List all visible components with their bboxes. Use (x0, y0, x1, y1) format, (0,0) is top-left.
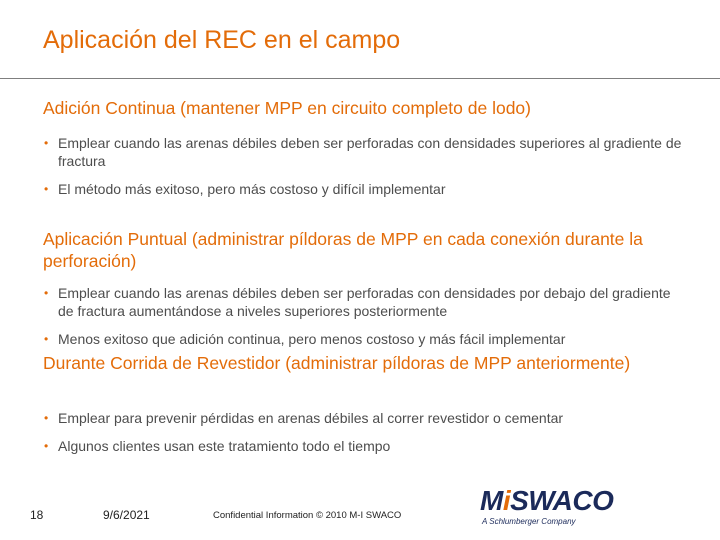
bullet-icon: • (44, 332, 49, 346)
title-divider (0, 78, 720, 79)
logo-wordmark: MiSWACO (480, 485, 614, 516)
bullet-item (43, 180, 683, 198)
bullet-item (43, 409, 683, 427)
page-number: 18 (30, 508, 44, 522)
bullet-text: Emplear para prevenir pérdidas en arenas débiles al correr revestidor o cementar (58, 410, 564, 426)
bullet-item (43, 134, 683, 170)
bullet-item (43, 437, 683, 455)
footer-date: 9/6/2021 (103, 508, 150, 522)
bullet-icon: • (44, 136, 49, 150)
section-heading-continuous: Adición Continua (mantener MPP en circuito completo de lodo) (43, 98, 531, 118)
bullet-icon: • (44, 182, 49, 196)
bullet-icon: • (44, 286, 49, 300)
section-heading-casing: Durante Corrida de Revestidor (administrar píldoras de MPP anteriormente) (43, 353, 631, 373)
logo-tagline: A Schlumberger Company (482, 517, 576, 526)
bullet-icon: • (44, 411, 49, 425)
bullet-item (43, 330, 683, 348)
bullet-item (43, 284, 683, 320)
bullet-text: Algunos clientes usan este tratamiento todo el tiempo (58, 438, 391, 454)
bullet-text: Menos exitoso que adición continua, pero menos costoso y más fácil implementar (58, 331, 566, 347)
bullet-text: Emplear cuando las arenas débiles deben ser perforadas con densidades superiores al gradiente de fractura (58, 135, 682, 169)
bullet-text: Emplear cuando las arenas débiles deben ser perforadas con densidades por debajo del gradiente de fractura aumentándose a niveles superiores posteriormente (58, 285, 671, 319)
slide-title: Aplicación del REC en el campo (43, 26, 401, 54)
bullet-icon: • (44, 439, 49, 453)
confidential-notice: Confidential Information © 2010 M-I SWACO (213, 510, 402, 521)
section-heading-spot: Aplicación Puntual (administrar píldoras de MPP en cada conexión durante la perforación) (43, 229, 643, 271)
bullet-text: El método más exitoso, pero más costoso y difícil implementar (58, 181, 446, 197)
mi-swaco-logo (480, 486, 650, 532)
